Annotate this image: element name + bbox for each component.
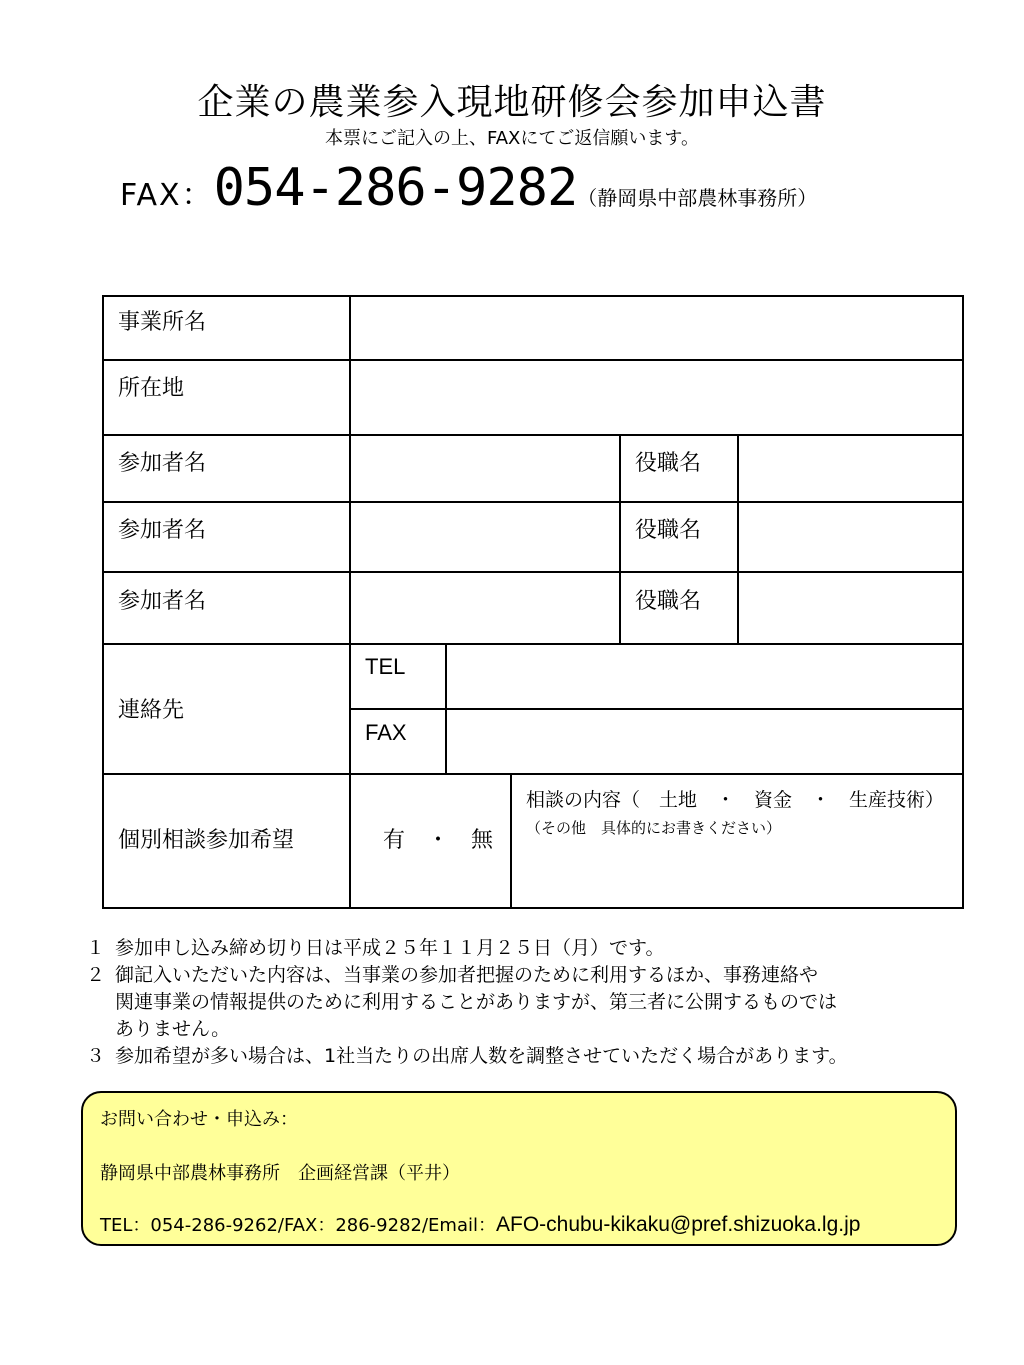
consult-label: 個別相談参加希望 <box>118 828 295 853</box>
notes-list <box>86 935 966 1070</box>
tel-label: TEL <box>365 654 406 679</box>
contact-phone-fax: TEL：054-286-9262/FAX：286-9282/Email： <box>100 1215 496 1236</box>
table-rule <box>102 643 964 645</box>
table-column-divider <box>737 434 739 645</box>
note-line: 関連事業の情報提供のために利用することがありますが、第三者に公開するものでは <box>115 991 838 1013</box>
note-line: 御記入いただいた内容は、当事業の参加者把握のために利用するほか、事務連絡や <box>115 964 819 986</box>
table-rule <box>102 359 964 361</box>
participant-title-label: 役職名 <box>635 518 702 543</box>
fax-label: FAX <box>365 720 407 745</box>
table-border-top <box>102 295 964 297</box>
table-column-divider <box>510 773 512 909</box>
address-field[interactable] <box>353 363 960 432</box>
note-number: １ <box>86 937 106 959</box>
participant-name-field[interactable] <box>353 505 617 569</box>
participant-title-field[interactable] <box>741 575 960 641</box>
tel-field[interactable] <box>449 647 960 706</box>
note-line: 参加希望が多い場合は、1社当たりの出席人数を調整させていただく場合があります。 <box>115 1045 848 1067</box>
fax-office: （静岡県中部農林事務所） <box>577 186 818 210</box>
address-label: 所在地 <box>118 376 185 401</box>
note-item <box>86 935 966 962</box>
note-number: ２ <box>86 964 106 986</box>
form-subtitle: 本票にご記入の上、FAXにてご返信願います。 <box>325 128 699 149</box>
table-column-divider <box>349 295 351 909</box>
consult-other: （その他 具体的にお書きください） <box>526 819 782 837</box>
contact-heading: お問い合わせ・申込み： <box>100 1109 298 1130</box>
participant-title-label: 役職名 <box>635 589 702 614</box>
contact-office: 静岡県中部農林事務所 企画経営課（平井） <box>100 1163 460 1184</box>
participant-name-label: 参加者名 <box>118 518 207 543</box>
note-number: ３ <box>86 1045 106 1067</box>
table-rule <box>102 773 964 775</box>
consult-topics: 相談の内容（ 土地 ・ 資金 ・ 生産技術） <box>526 789 945 811</box>
note-line: 参加申し込み締め切り日は平成２５年１１月２５日（月）です。 <box>115 937 665 959</box>
business-name-label: 事業所名 <box>118 310 207 335</box>
application-form-table <box>102 295 964 909</box>
participant-name-label: 参加者名 <box>118 451 207 476</box>
participant-title-label: 役職名 <box>635 451 702 476</box>
note-line: ありません。 <box>115 1018 231 1040</box>
table-rule <box>102 434 964 436</box>
participant-title-field[interactable] <box>741 505 960 569</box>
table-rule <box>102 571 964 573</box>
business-name-field[interactable] <box>353 299 960 357</box>
consult-choice[interactable]: 有 ・ 無 <box>383 828 494 853</box>
table-border-right <box>962 295 964 909</box>
fax-number: 054-286-9282 <box>213 158 578 218</box>
contact-info-box <box>81 1091 957 1246</box>
participant-name-field[interactable] <box>353 575 617 641</box>
fax-header <box>120 158 817 218</box>
participant-name-field[interactable] <box>353 438 617 499</box>
table-column-divider <box>445 643 447 775</box>
note-item <box>86 962 966 1043</box>
fax-prefix: FAX： <box>120 178 214 213</box>
table-border-bottom <box>102 907 964 909</box>
fax-field[interactable] <box>449 712 960 771</box>
participant-name-label: 参加者名 <box>118 589 207 614</box>
table-column-divider <box>619 434 621 645</box>
participant-title-field[interactable] <box>741 438 960 499</box>
table-rule <box>102 501 964 503</box>
contact-phone-line <box>100 1211 860 1237</box>
consult-detail-field[interactable] <box>514 840 960 904</box>
note-item <box>86 1043 966 1070</box>
contact-label: 連絡先 <box>118 698 185 723</box>
contact-email-link[interactable]: AFO-chubu-kikaku@pref.shizuoka.lg.jp <box>495 1213 861 1236</box>
table-rule <box>350 708 964 710</box>
form-title: 企業の農業参入現地研修会参加申込書 <box>197 82 827 123</box>
table-border-left <box>102 295 104 909</box>
